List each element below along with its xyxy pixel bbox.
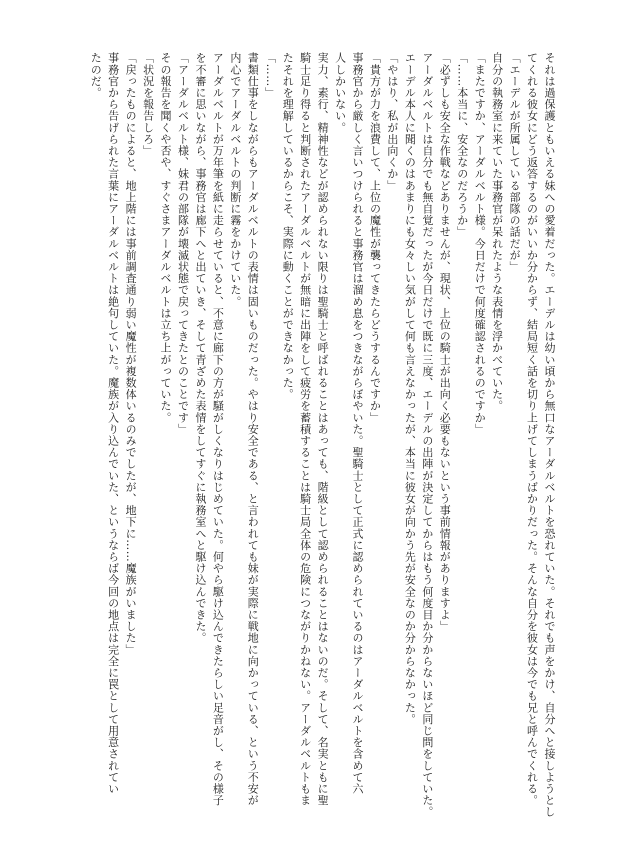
text-line: それは過保護ともいえる妹への愛着だった。エーデルは幼い頃から無口なアーダルベルトを恐れていた。それでも声をかけ、自分へと接しようとし	[543, 52, 556, 818]
text-line: 自分の執務室に来ていた事務官が呆れたような表情を浮かべていた。	[490, 52, 504, 412]
text-line: 書類仕事をしながらもアーダルベルトの表情は固いものだった。やはり安全である、と言われても妹が実際に戦地に向かっている、という不安が	[246, 52, 260, 806]
text-line: てくれる彼女にどう返答するのがいいか分からず、結局短く話を切り上げてしまうばかりだった。そんな自分を彼女は今でも兄と呼んでくれる。	[525, 52, 539, 806]
text-line: 「必ずしも安全な作戦などありませんが、現状、上位の騎士が出向く必要もないという事前情報がありますよ」	[438, 52, 452, 632]
text-line: 事務官から告げられた言葉にアーダルベルトは絶句していた。魔族が入り込んでいた、というならば今回の地点は完全に罠として用意されてい	[106, 52, 120, 795]
text-line: 実力、素行、精神性などが認められない限りは聖騎士と呼ばれることはあっても、階級として認められることはないのだ。そして、名実ともに聖	[316, 52, 330, 806]
text-line: 「……本当に、安全なのだろうか」	[455, 52, 469, 238]
text-line: 「状況を報告しろ」	[141, 52, 155, 157]
text-line: 「戻ったものによると、地上階には事前調査通り弱い魔性が複数体いるのみでしたが、地下に……魔族がいました」	[124, 52, 138, 656]
text-line: たそれを理解しているからこそ、実際に動くことができなかった。	[281, 52, 295, 400]
text-line: 事務官から厳しく言いつけられると事務官は溜め息をつきながらぼやいた。聖騎士として正式に認められているのはアーダルベルトを含めて六	[351, 52, 365, 795]
text-line: 「貴方が力を浪費して、上位の魔性が襲ってきたらどうするんですか」	[368, 52, 382, 424]
text-line: を不審に思いながら、事務官は廊下へと出ていき、そして青ざめた表情をしてすぐに執務室へと駆け込んできた。	[193, 52, 207, 644]
text-line: 「……」	[263, 52, 277, 99]
text-line: その報告を聞くや否や、すぐさまアーダルベルトは立ち上がっていた。	[159, 52, 173, 424]
text-line: アーダルベルトは自分でも無自覚だったが今日だけで既に三度、エーデルの出陣が決定してからはもう何度目か分からないほど同じ問をしていた。	[420, 52, 434, 818]
vertical-text-body	[87, 52, 558, 818]
text-line: 「やはり、私が出向くか」	[385, 52, 399, 192]
text-line: 「またですか、アーダルベルト様。今日だけで何度確認されるのですか」	[473, 52, 487, 435]
text-line: 「エーデルが所属している部隊の話だが」	[508, 52, 522, 273]
text-line: たのだ。	[89, 52, 103, 99]
text-line: アーダルベルトが万年筆を紙に走らせていると、不意に廊下の方が騒がしくなりはじめていた。何やら駆け込んできたらしい足音がし、その様子	[211, 52, 225, 806]
text-line: 「アーダルベルト様、妹君の部隊が壊滅状態で戻ってきたとのことです」	[176, 52, 190, 435]
text-line: 騎士足り得ると判断されたアーダルベルトが無暗に出陣をして疲労を蓄積することは騎士局全体の危険につながりかねない。アーダルベルトもま	[298, 52, 312, 806]
text-line: 内心でアーダルベルトの判断に霧をかけていた。	[228, 52, 242, 308]
text-line: エーデル本人に聞くのはあまりにも女々しい気がして何も言えなかったが、本当に彼女が向かう先が安全なのか分からなかった。	[403, 52, 417, 725]
text-line: 人しかいない。	[333, 52, 347, 134]
